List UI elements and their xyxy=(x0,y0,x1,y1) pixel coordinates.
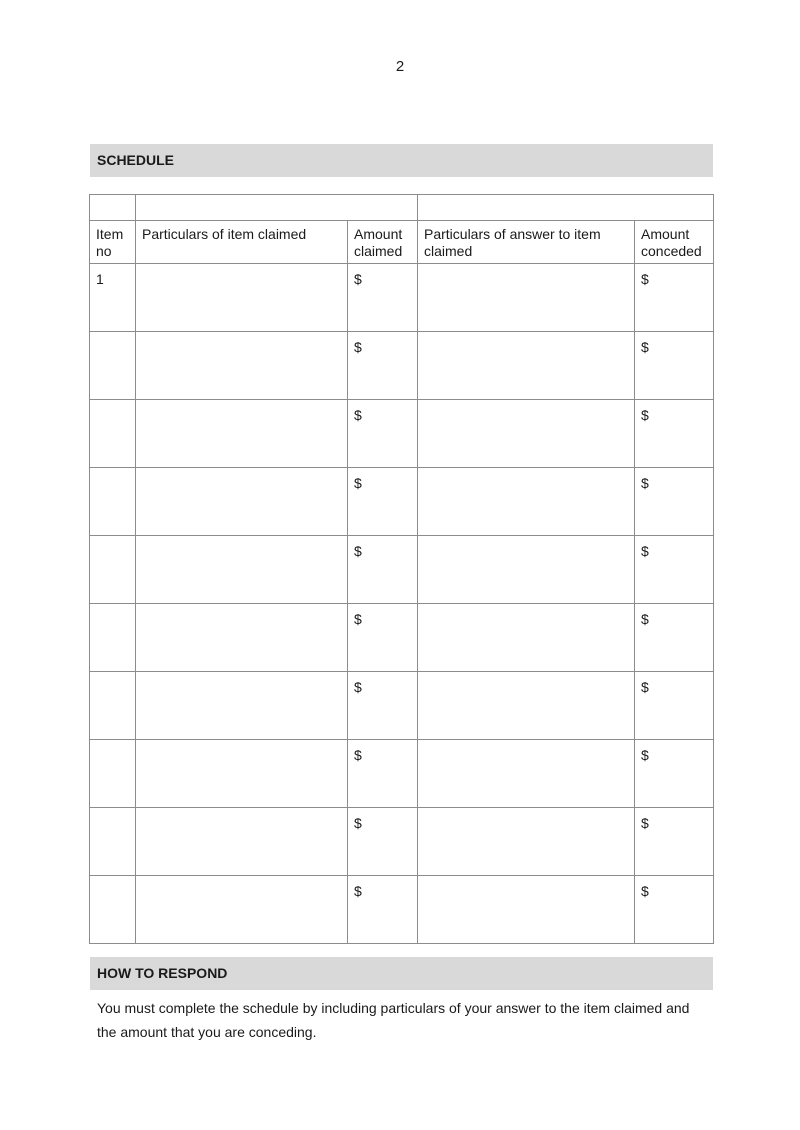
particulars-claimed-cell[interactable] xyxy=(136,400,348,468)
schedule-row xyxy=(90,604,714,672)
particulars-answer-cell[interactable] xyxy=(418,536,635,604)
particulars-claimed-cell[interactable] xyxy=(136,536,348,604)
item-no-cell[interactable] xyxy=(90,400,136,468)
how-to-respond-heading: HOW TO RESPOND xyxy=(90,957,713,990)
item-no-cell[interactable] xyxy=(90,332,136,400)
amount-claimed-cell[interactable]: $ xyxy=(348,672,418,740)
item-no-cell[interactable]: 1 xyxy=(90,264,136,332)
top-cell-claim xyxy=(136,195,418,221)
amount-conceded-cell[interactable]: $ xyxy=(635,672,714,740)
schedule-row xyxy=(90,332,714,400)
particulars-claimed-cell[interactable] xyxy=(136,672,348,740)
header-item-no: Item no xyxy=(90,221,136,264)
particulars-claimed-cell[interactable] xyxy=(136,332,348,400)
header-particulars-answer: Particulars of answer to item claimed xyxy=(418,221,635,264)
particulars-answer-cell[interactable] xyxy=(418,264,635,332)
amount-claimed-cell[interactable]: $ xyxy=(348,468,418,536)
item-no-cell[interactable] xyxy=(90,740,136,808)
particulars-answer-cell[interactable] xyxy=(418,400,635,468)
schedule-row xyxy=(90,808,714,876)
amount-claimed-cell[interactable]: $ xyxy=(348,876,418,944)
amount-conceded-cell[interactable]: $ xyxy=(635,604,714,672)
header-amount-conceded: Amount conceded xyxy=(635,221,714,264)
schedule-row xyxy=(90,468,714,536)
amount-claimed-cell[interactable]: $ xyxy=(348,264,418,332)
amount-claimed-cell[interactable]: $ xyxy=(348,604,418,672)
schedule-row xyxy=(90,672,714,740)
schedule-row xyxy=(90,876,714,944)
header-particulars-claimed: Particulars of item claimed xyxy=(136,221,348,264)
particulars-answer-cell[interactable] xyxy=(418,808,635,876)
amount-claimed-cell[interactable]: $ xyxy=(348,808,418,876)
item-no-cell[interactable] xyxy=(90,604,136,672)
amount-conceded-cell[interactable]: $ xyxy=(635,400,714,468)
particulars-claimed-cell[interactable] xyxy=(136,808,348,876)
item-no-cell[interactable] xyxy=(90,876,136,944)
schedule-heading: SCHEDULE xyxy=(90,144,713,177)
item-no-cell[interactable] xyxy=(90,808,136,876)
amount-conceded-cell[interactable]: $ xyxy=(635,808,714,876)
particulars-claimed-cell[interactable] xyxy=(136,264,348,332)
page-number: 2 xyxy=(395,58,405,75)
amount-conceded-cell[interactable]: $ xyxy=(635,264,714,332)
amount-conceded-cell[interactable]: $ xyxy=(635,876,714,944)
schedule-header-row xyxy=(90,221,714,264)
header-amount-claimed: Amount claimed xyxy=(348,221,418,264)
particulars-answer-cell[interactable] xyxy=(418,332,635,400)
particulars-claimed-cell[interactable] xyxy=(136,876,348,944)
amount-claimed-cell[interactable]: $ xyxy=(348,740,418,808)
particulars-answer-cell[interactable] xyxy=(418,740,635,808)
item-no-cell[interactable] xyxy=(90,468,136,536)
particulars-claimed-cell[interactable] xyxy=(136,740,348,808)
amount-conceded-cell[interactable]: $ xyxy=(635,468,714,536)
amount-claimed-cell[interactable]: $ xyxy=(348,400,418,468)
schedule-row xyxy=(90,536,714,604)
particulars-answer-cell[interactable] xyxy=(418,604,635,672)
top-cell-answer xyxy=(418,195,714,221)
particulars-claimed-cell[interactable] xyxy=(136,468,348,536)
schedule-row xyxy=(90,740,714,808)
schedule-row xyxy=(90,264,714,332)
amount-claimed-cell[interactable]: $ xyxy=(348,332,418,400)
particulars-answer-cell[interactable] xyxy=(418,468,635,536)
particulars-answer-cell[interactable] xyxy=(418,672,635,740)
amount-claimed-cell[interactable]: $ xyxy=(348,536,418,604)
item-no-cell[interactable] xyxy=(90,672,136,740)
particulars-answer-cell[interactable] xyxy=(418,876,635,944)
schedule-top-row xyxy=(90,195,714,221)
schedule-table xyxy=(89,194,714,944)
amount-conceded-cell[interactable]: $ xyxy=(635,740,714,808)
schedule-row xyxy=(90,400,714,468)
item-no-cell[interactable] xyxy=(90,536,136,604)
how-to-respond-text: You must complete the schedule by including particulars of your answer to the item claimed and the amount that you are conceding. xyxy=(97,1000,690,1040)
amount-conceded-cell[interactable]: $ xyxy=(635,536,714,604)
amount-conceded-cell[interactable]: $ xyxy=(635,332,714,400)
top-cell-item xyxy=(90,195,136,221)
particulars-claimed-cell[interactable] xyxy=(136,604,348,672)
